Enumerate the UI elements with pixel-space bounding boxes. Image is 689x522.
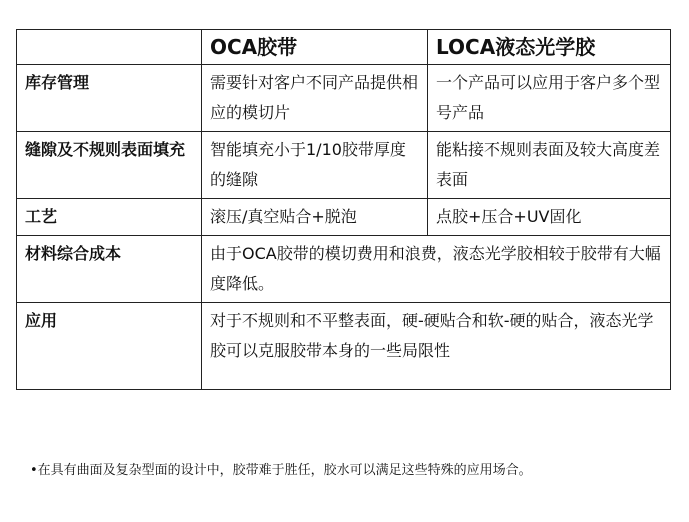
table-row [17, 65, 671, 132]
table-row [17, 236, 671, 303]
header-oca: OCA胶带 [202, 30, 428, 65]
table-row [17, 199, 671, 236]
cell-oca: 智能填充小于1/10胶带厚度的缝隙 [202, 132, 428, 199]
table-row [17, 132, 671, 199]
row-label-cost: 材料综合成本 [17, 236, 202, 303]
cell-oca: 需要针对客户不同产品提供相应的模切片 [202, 65, 428, 132]
table-row [17, 303, 671, 390]
row-label-process: 工艺 [17, 199, 202, 236]
row-label-inventory: 库存管理 [17, 65, 202, 132]
cell-merged-cost: 由于OCA胶带的模切费用和浪费，液态光学胶相较于胶带有大幅度降低。 [202, 236, 671, 303]
row-label-gap-filling: 缝隙及不规则表面填充 [17, 132, 202, 199]
footnote: •在具有曲面及复杂型面的设计中，胶带难于胜任，胶水可以满足这些特殊的应用场合。 [30, 463, 532, 478]
cell-oca: 滚压/真空贴合+脱泡 [202, 199, 428, 236]
table-header-row [17, 30, 671, 65]
row-label-application: 应用 [17, 303, 202, 390]
header-loca: LOCA液态光学胶 [428, 30, 671, 65]
header-empty-cell [17, 30, 202, 65]
comparison-table [16, 29, 671, 390]
cell-loca: 能粘接不规则表面及较大高度差表面 [428, 132, 671, 199]
cell-merged-application: 对于不规则和不平整表面，硬-硬贴合和软-硬的贴合，液态光学胶可以克服胶带本身的一些局限性 [202, 303, 671, 390]
cell-loca: 点胶+压合+UV固化 [428, 199, 671, 236]
cell-loca: 一个产品可以应用于客户多个型号产品 [428, 65, 671, 132]
